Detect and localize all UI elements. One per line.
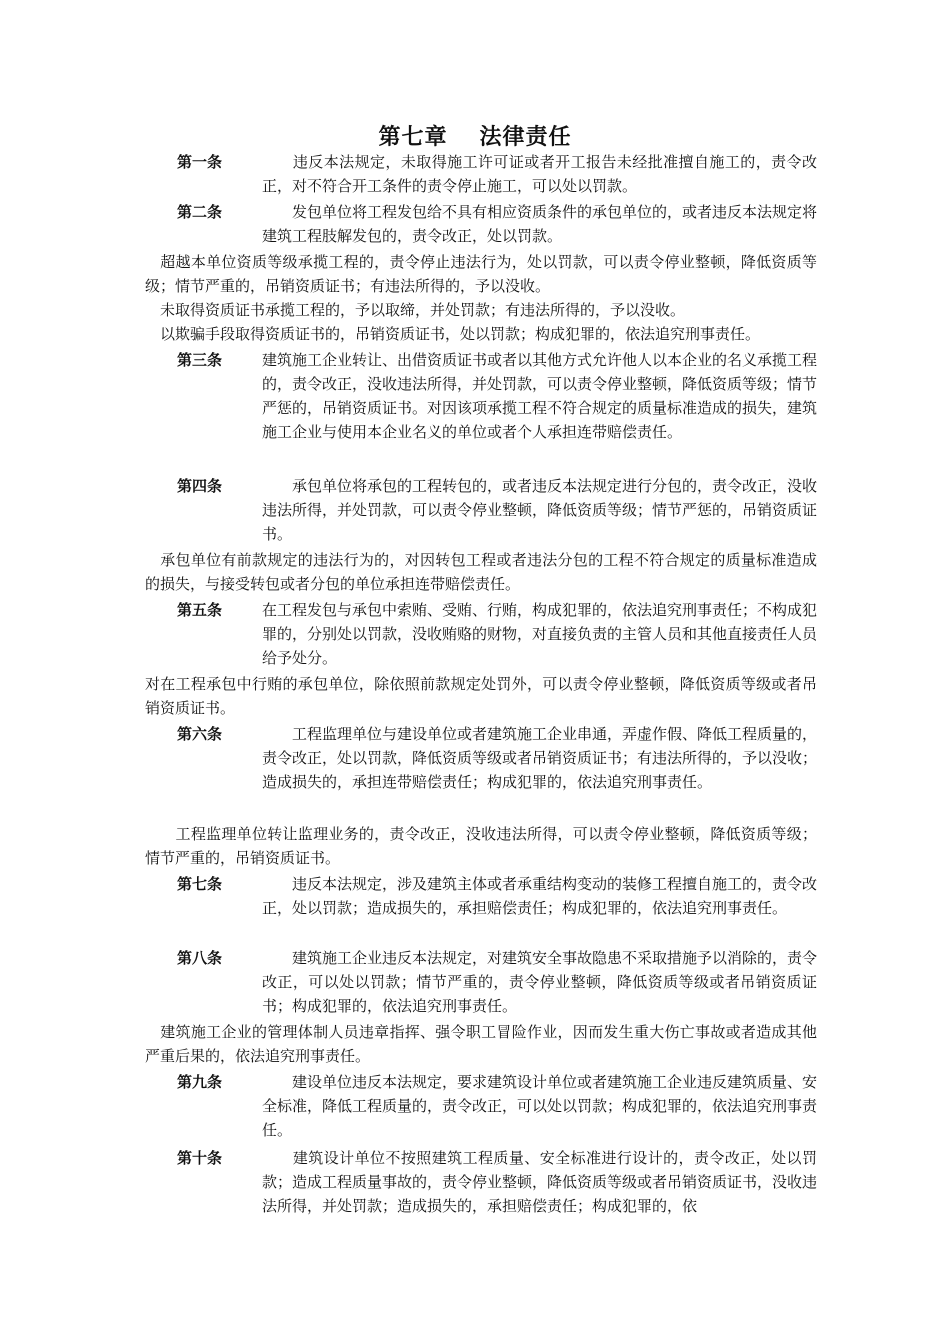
article-label: 第七条 — [177, 875, 223, 893]
article-5 — [177, 598, 817, 670]
article-6 — [177, 722, 817, 794]
paragraph: 对在工程承包中行贿的承包单位，除依照前款规定处罚外，可以责令停业整顿，降低资质等级或者吊销资质证书。 — [145, 675, 817, 717]
article-9 — [177, 1070, 817, 1142]
article-4 — [177, 474, 817, 546]
article-text: 承包单位将承包的工程转包的，或者违反本法规定进行分包的，责令改正，没收违法所得，并处罚款，可以责令停业整顿，降低资质等级；情节严惩的，吊销资质证书。 — [262, 477, 818, 543]
article-label: 第六条 — [177, 725, 223, 743]
chapter-number: 第七章 — [378, 124, 448, 150]
paragraph: 工程监理单位转让监理业务的，责令改正，没收违法所得，可以责令停业整顿，降低资质等级；情节严重的，吊销资质证书。 — [145, 825, 817, 867]
article-3 — [177, 348, 817, 468]
article-label: 第九条 — [177, 1073, 223, 1091]
chapter-title — [0, 120, 950, 151]
article-label: 第四条 — [177, 477, 223, 495]
article-text: 建设单位违反本法规定，要求建筑设计单位或者建筑施工企业违反建筑质量、安全标准，降低工程质量的，责令改正，可以处以罚款；构成犯罪的，依法追究刑事责任。 — [262, 1073, 818, 1139]
article-text: 违反本法规定，未取得施工许可证或者开工报告未经批准擅自施工的，责令改正，对不符合开工条件的责令停止施工，可以处以罚款。 — [262, 153, 817, 195]
paragraph: 超越本单位资质等级承揽工程的，责令停止违法行为，处以罚款，可以责令停业整顿，降低资质等级；情节严重的，吊销资质证书；有违法所得的，予以没收。 — [145, 253, 817, 295]
article-8 — [177, 946, 817, 1018]
article-text: 建筑施工企业转让、出借资质证书或者以其他方式允许他人以本企业的名义承揽工程的，责令改正，没收违法所得，并处罚款，可以责令停业整顿，降低资质等级；情节严惩的，吊销资质证书。对因该项承揽工程不符合规定的质量标准造成的损失，建筑施工企业与使用本企业名义的单位或者个人承担连带赔偿责任。 — [262, 351, 818, 441]
article-text: 发包单位将工程发包给不具有相应资质条件的承包单位的，或者违反本法规定将建筑工程肢解发包的，责令改正，处以罚款。 — [262, 203, 818, 245]
article-10 — [177, 1146, 817, 1218]
article-text: 工程监理单位与建设单位或者建筑施工企业串通，弄虚作假、降低工程质量的，责令改正，处以罚款，降低资质等级或者吊销资质证书；有违法所得的，予以没收；造成损失的，承担连带赔偿责任；构成犯罪的，依法追究刑事责任。 — [262, 725, 818, 791]
article-1 — [177, 150, 817, 198]
article-text: 违反本法规定，涉及建筑主体或者承重结构变动的装修工程擅自施工的，责令改正，处以罚款；造成损失的，承担赔偿责任；构成犯罪的，依法追究刑事责任。 — [262, 875, 818, 917]
article-text: 在工程发包与承包中索贿、受贿、行贿，构成犯罪的，依法追究刑事责任；不构成犯罪的，分别处以罚款，没收贿赂的财物，对直接负责的主管人员和其他直接责任人员给予处分。 — [262, 601, 818, 667]
paragraph: 以欺骗手段取得资质证书的，吊销资质证书，处以罚款；构成犯罪的，依法追究刑事责任。 — [145, 325, 761, 343]
article-label: 第三条 — [177, 351, 223, 369]
article-text: 建筑设计单位不按照建筑工程质量、安全标准进行设计的，责令改正，处以罚款；造成工程质量事故的，责令停业整顿，降低资质等级或者吊销资质证书，没收违法所得，并处罚款；造成损失的，承担赔偿责任；构成犯罪的，依 — [262, 1149, 818, 1215]
article-label: 第五条 — [177, 601, 223, 619]
paragraph: 未取得资质证书承揽工程的，予以取缔，并处罚款；有违法所得的，予以没收。 — [145, 301, 686, 319]
article-text: 建筑施工企业违反本法规定，对建筑安全事故隐患不采取措施予以消除的，责令改正，可以处以罚款；情节严重的，责令停业整顿，降低资质等级或者吊销资质证书；构成犯罪的，依法追究刑事责任。 — [262, 949, 818, 1015]
paragraph: 建筑施工企业的管理体制人员违章指挥、强令职工冒险作业，因而发生重大伤亡事故或者造成其他严重后果的，依法追究刑事责任。 — [145, 1023, 817, 1065]
article-label: 第十条 — [177, 1149, 223, 1167]
article-7 — [177, 872, 817, 944]
article-label: 第八条 — [177, 949, 223, 967]
article-label: 第一条 — [177, 153, 223, 171]
chapter-name: 法律责任 — [479, 124, 572, 150]
article-label: 第二条 — [177, 203, 223, 221]
paragraph: 承包单位有前款规定的违法行为的，对因转包工程或者违法分包的工程不符合规定的质量标准造成的损失，与接受转包或者分包的单位承担连带赔偿责任。 — [145, 551, 817, 593]
article-2 — [177, 200, 817, 248]
